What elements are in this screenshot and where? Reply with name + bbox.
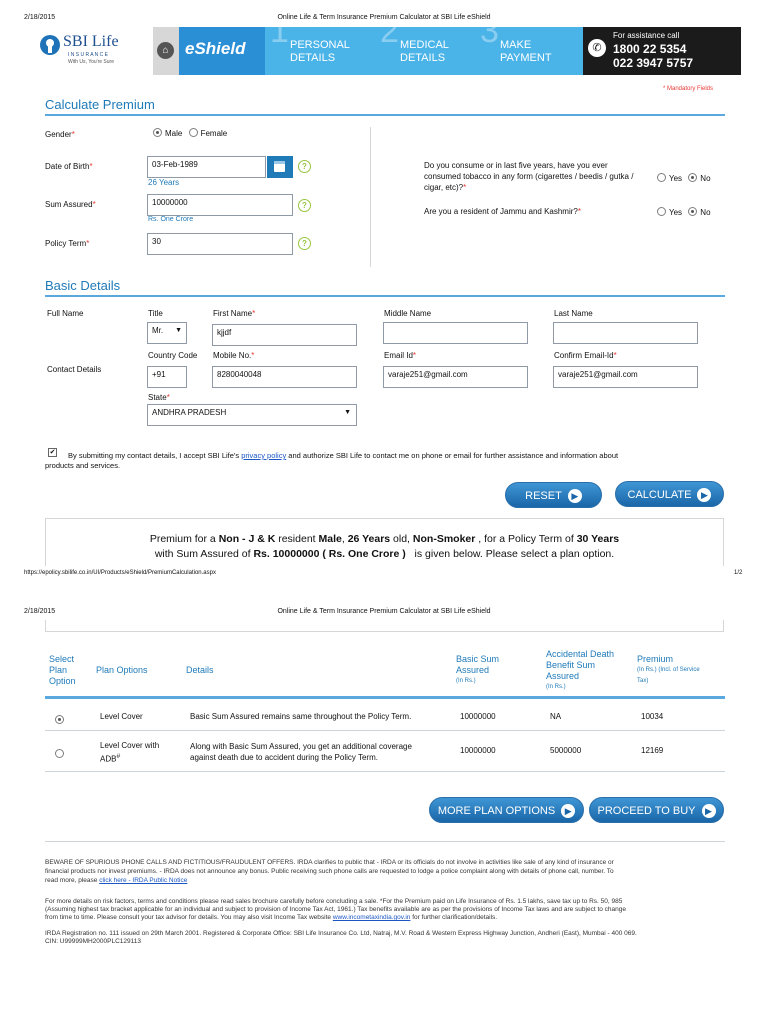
print-title: Online Life & Term Insurance Premium Calculator at SBI Life eShield (277, 14, 491, 21)
state-select[interactable] (147, 404, 357, 426)
print-page-number: 1/2 (734, 570, 743, 576)
plan-details: Basic Sum Assured remains same throughout the Policy Term. (190, 712, 412, 721)
dob-input[interactable]: 03-Feb-1989 (147, 156, 266, 178)
plan-name: Level Cover with ADB# (100, 741, 160, 764)
email-label: Email Id* (384, 351, 417, 360)
gender-label: Gender* (45, 130, 75, 139)
country-code-input[interactable]: +91 (147, 366, 187, 388)
proceed-to-buy-button[interactable] (589, 797, 724, 823)
dob-label: Date of Birth* (45, 162, 93, 171)
mandatory-note: * Mandatory Fields (663, 86, 714, 92)
full-name-label: Full Name (47, 309, 84, 318)
income-tax-link[interactable]: www.incometaxindia.gov.in (332, 914, 411, 921)
policy-term-label: Policy Term* (45, 239, 90, 248)
no-label: No (700, 208, 711, 217)
sbi-life-logo[interactable] (40, 33, 140, 73)
step-medical-details: 2 MEDICAL DETAILS (380, 12, 449, 64)
fraud-notice: BEWARE OF SPURIOUS PHONE CALLS AND FICTITIOUS/FRAUDULENT OFFERS. IRDA clarifies to public that - IRDA or its officials do not involve in activities like sale of any kind of insurance or financial products nor invest premiums. - IRDA does not announce any bonus. Public receiving such phone calls are requested to lodge a police complaint along with details of phone call, number. To read more, please click here - IRDA Public Notice (45, 859, 614, 884)
tobacco-yes-radio[interactable] (657, 174, 682, 183)
print-date-2: 2/18/2015 (24, 608, 56, 615)
col-basic-sum: Basic Sum Assured (In Rs.) (456, 654, 500, 684)
mobile-input[interactable]: 8280040048 (212, 366, 357, 388)
plan-basic-sum: 10000000 (460, 712, 496, 721)
logo-text: SBI Life (63, 33, 119, 50)
country-code-label: Country Code (148, 351, 198, 360)
plan-adb-sum: 5000000 (550, 746, 582, 755)
gender-female-radio[interactable] (189, 129, 228, 138)
more-plan-options-button[interactable] (429, 797, 584, 823)
print-title-2: Online Life & Term Insurance Premium Calculator at SBI Life eShield (277, 608, 491, 615)
tax-disclaimer: For more details on risk factors, terms and conditions please read sales brochure carefully before concluding a sale. *For the Premium paid on Life Insurance of Rs. 1.5 lakhs, save tax up to Rs. 50, 985 (Assuming highest tax bracket applicable for an individual and subject to provision of Income Tax Act, 1961.) Tax benefits available are as per the provisions of Income Tax laws and are subject to change from time to time. Please consult your tax advisor for details. You may also visit Income Tax website www.incometaxindia.gov.in for further clarification/details. (45, 898, 627, 921)
sum-assured-label: Sum Assured* (45, 200, 96, 209)
calendar-button[interactable] (267, 156, 293, 178)
plan-radio-level-cover[interactable] (55, 712, 67, 730)
jk-no-radio[interactable] (688, 208, 710, 217)
middle-name-input[interactable] (383, 322, 528, 344)
column-divider (370, 127, 371, 267)
sum-words: Rs. One Crore (148, 216, 194, 223)
print-url: https://epolicy.sbilife.co.in/UI/Products/eShield/PremiumCalculation.aspx (24, 570, 216, 576)
jk-question: Are you a resident of Jammu and Kashmir?* (424, 207, 581, 216)
dob-help-icon[interactable]: ? (298, 160, 311, 173)
assistance-box (583, 27, 741, 75)
summary-line-2: with Sum Assured of Rs. 10000000 ( Rs. One Crore ) is given below. Please select a plan option. (154, 548, 615, 560)
age-text: 26 Years (148, 178, 180, 187)
term-help-icon[interactable]: ? (298, 237, 311, 250)
print-date: 2/18/2015 (24, 14, 56, 21)
no-label: No (700, 174, 711, 183)
arrow-right-icon: ▶ (702, 804, 716, 818)
chevron-down-icon: ▼ (175, 327, 182, 334)
chevron-down-icon: ▼ (344, 409, 351, 416)
plan-premium: 10034 (641, 712, 664, 721)
gender-male-radio[interactable] (153, 129, 182, 138)
irda-notice-link[interactable]: click here - IRDA Public Notice (99, 877, 188, 884)
calculate-button[interactable] (615, 481, 724, 507)
logo-mark-icon (40, 35, 60, 55)
confirm-email-label: Confirm Email-Id* (554, 351, 617, 360)
contact-details-label: Contact Details (47, 365, 102, 374)
assist-label: For assistance call (613, 31, 680, 40)
col-select: Select Plan Option (49, 654, 76, 686)
sum-help-icon[interactable]: ? (298, 199, 311, 212)
calculate-label: CALCULATE (627, 489, 692, 501)
more-plans-label: MORE PLAN OPTIONS (437, 805, 556, 817)
title-value: Mr. (152, 326, 164, 335)
eshield-text: eShield (185, 39, 246, 58)
plan-basic-sum: 10000000 (460, 746, 496, 755)
proceed-label: PROCEED TO BUY (597, 805, 696, 817)
title-select[interactable] (147, 322, 187, 344)
state-label: State* (148, 393, 170, 402)
privacy-policy-link[interactable]: privacy policy (241, 451, 287, 460)
tobacco-no-radio[interactable] (688, 174, 710, 183)
step-make-payment: 3 MAKE PAYMENT (480, 12, 552, 64)
phone-number-1: 1800 22 5354 (613, 42, 687, 56)
table-header-rule (45, 696, 725, 699)
arrow-right-icon: ▶ (697, 488, 711, 502)
state-value: ANDHRA PRADESH (152, 408, 227, 417)
row-divider (45, 730, 725, 731)
row-divider (45, 771, 725, 772)
yes-label: Yes (669, 174, 683, 183)
home-icon: ⌂ (157, 42, 174, 59)
home-button[interactable] (153, 27, 179, 75)
consent-text-line2: products and services. (45, 461, 121, 470)
summary-box-bottom (45, 620, 724, 632)
plan-adb-sum: NA (550, 712, 562, 721)
mobile-label: Mobile No.* (213, 351, 255, 360)
arrow-right-icon: ▶ (561, 804, 575, 818)
col-adb-sum: Accidental Death Benefit Sum Assured (In Rs.) (546, 649, 615, 690)
calculate-premium-heading: Calculate Premium (45, 97, 155, 112)
jk-yes-radio[interactable] (657, 208, 682, 217)
reset-label: RESET (525, 490, 562, 502)
title-label: Title (148, 309, 163, 318)
footer-divider (45, 841, 725, 842)
section-rule (45, 295, 725, 297)
basic-details-heading: Basic Details (45, 278, 121, 293)
logo-tagline: With Us, You're Sure (68, 59, 114, 65)
last-name-label: Last Name (554, 309, 593, 318)
tobacco-question: Do you consume or in last five years, have you ever consumed tobacco in any form (cigarettes / beedis / gutka / cigar, etc)?* (424, 161, 634, 192)
plan-details: Along with Basic Sum Assured, you get an additional coverage against death due to accident during the Policy Term. (190, 742, 412, 762)
plan-name: Level Cover (100, 712, 143, 721)
female-label: Female (200, 129, 228, 138)
registration-info: IRDA Registration no. 111 issued on 29th March 2001. Registered & Corporate Office: SBI Life Insurance Co. Ltd, Natraj, M.V. Road & Western Express Highway Junction, Andheri (East), Mumbai - 400 069. CIN: U99999MH2000PLC129113 (45, 930, 637, 945)
arrow-right-icon: ▶ (568, 489, 582, 503)
phone-number-2: 022 3947 5757 (613, 56, 694, 70)
jk-radios (657, 208, 711, 217)
sum-assured-input[interactable]: 10000000 (147, 194, 293, 216)
eshield-logo (179, 27, 265, 75)
section-rule (45, 114, 725, 116)
consent-text: By submitting my contact details, I accept SBI Life's privacy policy and authorize SBI Life to contact me on phone or email for further assistance and information about (68, 451, 619, 460)
male-label: Male (165, 129, 183, 138)
step-personal-details: 1 PERSONAL DETAILS (270, 12, 350, 64)
last-name-input[interactable] (553, 322, 698, 344)
email-input[interactable]: varaje251@gmail.com (383, 366, 528, 388)
calendar-icon (274, 161, 285, 172)
logo-sub: I N S U R A N C E (68, 52, 109, 58)
confirm-email-input[interactable]: varaje251@gmail.com (553, 366, 698, 388)
middle-name-label: Middle Name (384, 309, 432, 318)
first-name-input[interactable]: kjjdf (212, 324, 357, 346)
reset-button[interactable] (505, 482, 602, 508)
phone-icon: ✆ (588, 39, 606, 57)
col-plan-options: Plan Options (96, 665, 148, 675)
yes-label: Yes (669, 208, 683, 217)
first-name-label: First Name* (213, 309, 256, 318)
policy-term-input[interactable]: 30 (147, 233, 293, 255)
col-details: Details (186, 665, 214, 675)
col-premium: Premium (In Rs.) (Incl. of Service Tax) (637, 654, 700, 684)
gender-radios (153, 129, 227, 138)
tobacco-radios (657, 174, 711, 183)
summary-line-1: Premium for a Non - J & K resident Male, 26 Years old, Non-Smoker , for a Policy Term of 30 Years (149, 533, 620, 545)
plan-radio-level-cover-adb[interactable] (55, 746, 67, 764)
plan-premium: 12169 (641, 746, 664, 755)
consent-checkbox[interactable]: ✔ (49, 449, 56, 456)
